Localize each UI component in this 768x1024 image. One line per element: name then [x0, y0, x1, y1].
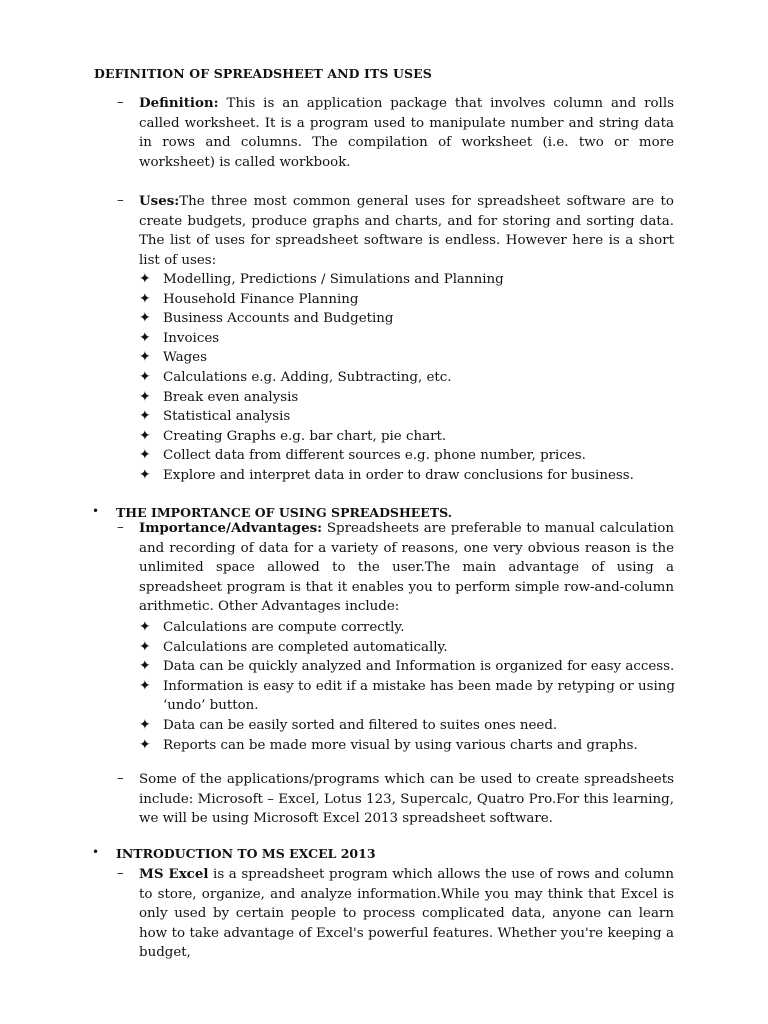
intro-paragraph [139, 865, 674, 963]
list-item: ✦ Calculations are completed automatically. [139, 638, 679, 658]
definition-text: This is an application package that involves column and rolls called worksheet. It is a program used to manipulate number and string data in rows and columns. The compilation of worksheet (i.e. two or more worksheet) is called workbook. [139, 96, 674, 170]
list-item: ✦ Statistical analysis [139, 407, 679, 427]
intro-heading: INTRODUCTION TO MS EXCEL 2013 [116, 846, 376, 861]
uses-label: Uses: [139, 193, 180, 209]
star-bullet-icon: ✦ [139, 368, 151, 385]
list-item: ✦ Collect data from different sources e.g. phone number, prices. [139, 446, 679, 466]
list-item: ✦ Wages [139, 348, 679, 368]
bullet-dot-icon: • [92, 845, 100, 859]
dash-marker: – [117, 520, 124, 535]
list-item: ✦ Data can be easily sorted and filtered to suites ones need. [139, 716, 679, 736]
list-item: ✦ Reports can be made more visual by using various charts and graphs. [139, 736, 679, 756]
list-item: ✦ Data can be quickly analyzed and Information is organized for easy access. [139, 657, 679, 677]
intro-text: is a spreadsheet program which allows the use of rows and column to store, organize, and analyze information.While you may think that Excel is only used by certain people to process complicated data, anyone can learn how to take advantage of Excel's powerful features. Whether you're keeping a budget, [139, 867, 675, 961]
list-item: ✦ Explore and interpret data in order to draw conclusions for business. [139, 466, 679, 486]
uses-list [139, 270, 679, 486]
star-bullet-icon: ✦ [139, 466, 151, 483]
star-bullet-icon: ✦ [139, 447, 151, 464]
star-bullet-icon: ✦ [139, 716, 151, 733]
uses-text: The three most common general uses for spreadsheet software are to create budgets, produce graphs and charts, and for storing and sorting data. The list of uses for spreadsheet software is endless. However here is a short list of uses: [139, 194, 674, 268]
star-bullet-icon: ✦ [139, 638, 151, 655]
list-item: ✦ Business Accounts and Budgeting [139, 309, 679, 329]
importance-paragraph [139, 519, 674, 617]
star-bullet-icon: ✦ [139, 736, 151, 753]
page-title: DEFINITION OF SPREADSHEET AND ITS USES [94, 66, 432, 81]
star-bullet-icon: ✦ [139, 290, 151, 307]
definition-paragraph [139, 94, 674, 172]
list-item: ✦ Calculations e.g. Adding, Subtracting, etc. [139, 368, 679, 388]
star-bullet-icon: ✦ [139, 388, 151, 405]
applications-paragraph: Some of the applications/programs which can be used to create spreadsheets include: Microsoft – Excel, Lotus 123, Supercalc, Quatro Pro.For this learning, we will be using Microsoft Excel 2013 spreadsheet software. [139, 772, 674, 827]
dash-marker: – [117, 866, 124, 881]
definition-label: Definition: [139, 95, 219, 111]
list-item: ✦ Creating Graphs e.g. bar chart, pie chart. [139, 427, 679, 447]
dash-marker: – [117, 771, 124, 786]
bullet-dot-icon: • [92, 504, 100, 518]
star-bullet-icon: ✦ [139, 658, 151, 675]
dash-marker: – [117, 95, 124, 110]
importance-text: Spreadsheets are preferable to manual calculation and recording of data for a variety of reasons, one very obvious reason is the unlimited space allowed to the user.The main advantage of using a spreadsheet program is that it enables you to perform simple row-and-column arithmetic. Other Advantages include: [139, 521, 674, 615]
dash-marker: – [117, 193, 124, 208]
importance-label: Importance/Advantages: [139, 520, 323, 536]
star-bullet-icon: ✦ [139, 329, 151, 346]
importance-heading: THE IMPORTANCE OF USING SPREADSHEETS. [116, 505, 453, 520]
star-bullet-icon: ✦ [139, 408, 151, 425]
star-bullet-icon: ✦ [139, 271, 151, 287]
list-item: ✦ Modelling, Predictions / Simulations and Planning [139, 270, 679, 290]
list-item: ✦ Information is easy to edit if a mistake has been made by retyping or using ‘undo’ button. [139, 677, 679, 716]
list-item: ✦ Calculations are compute correctly. [139, 618, 679, 638]
uses-paragraph [139, 192, 674, 270]
star-bullet-icon: ✦ [139, 310, 151, 327]
list-item: ✦ Break even analysis [139, 388, 679, 408]
intro-label: MS Excel [139, 866, 209, 882]
star-bullet-icon: ✦ [139, 619, 151, 635]
star-bullet-icon: ✦ [139, 427, 151, 444]
star-bullet-icon: ✦ [139, 349, 151, 366]
list-item: ✦ Invoices [139, 329, 679, 349]
star-bullet-icon: ✦ [139, 677, 151, 694]
advantages-list [139, 618, 679, 755]
list-item: ✦ Household Finance Planning [139, 290, 679, 310]
